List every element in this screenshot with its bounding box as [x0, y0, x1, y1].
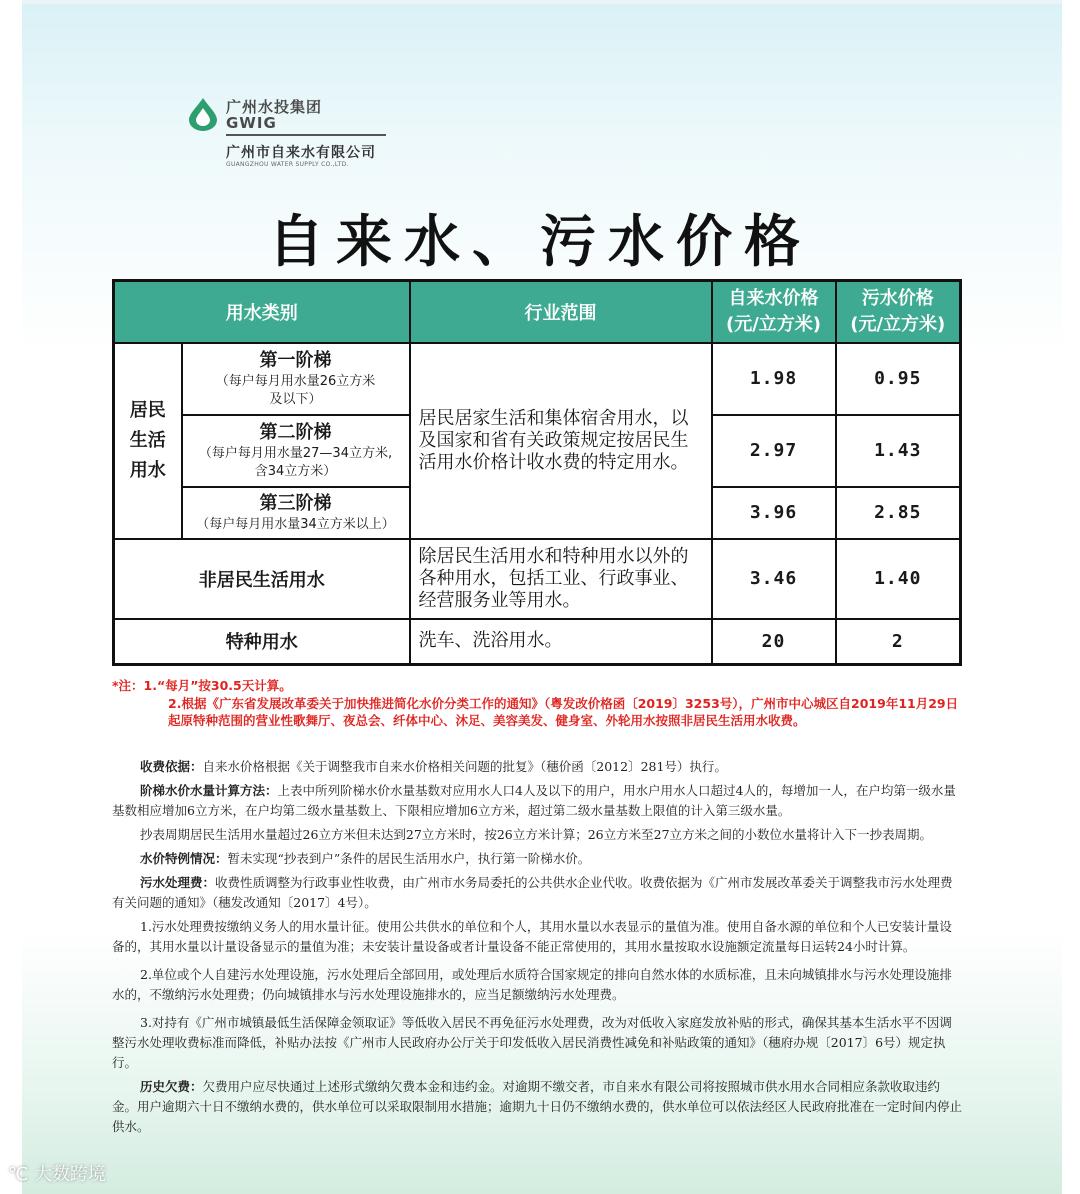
sewage-paragraph	[112, 873, 962, 913]
residential-label-3: 用水	[129, 459, 166, 481]
logo-divider	[226, 134, 386, 136]
header-water-price	[712, 281, 836, 343]
tier-1-name: 第一阶梯	[259, 349, 332, 371]
sewage-item-3: 3.对持有《广州市城镇最低生活保障金领取证》等低收入居民不再免征污水处理费，改为对低收入家庭发放补贴的形式，确保其基本生活水平不因调整污水处理收费标准而降低，补贴办法按《广州市人民政府办公厅关于印发低收入居民消费性减免和补贴政策的通知》（穗府办规〔2017〕6号）规定执行。	[112, 1015, 952, 1070]
header-sewage-price	[836, 281, 961, 343]
header-sewage-price-unit: (元/立方米)	[850, 313, 946, 335]
tier-3	[182, 487, 410, 539]
residential-label-1: 居民	[129, 399, 166, 421]
sewage-text: 收费性质调整为行政事业性收费，由广州市水务局委托的公共供水企业代收。收费依据为《广州市发展改革委关于调整我市污水处理费有关问题的通知》（穗发改通知〔2017〕4号）。	[112, 875, 953, 910]
basis-text: 自来水价格根据《关于调整我市自来水价格相关问题的批复》（穗价函〔2012〕281号）执行。	[202, 759, 727, 774]
table-header-row	[114, 281, 961, 343]
tier-text: 上表中所列阶梯水价水量基数对应用水人口4人及以下的用户，用水户用水人口超过4人的，每增加一人，在户均第一级水量基数相应增加6立方米，在户均第二级水量基数上、下限相应增加6立方米，超过第二级水量基数上限值的计入第三级水量。	[112, 783, 956, 818]
header-scope: 行业范围	[410, 281, 712, 343]
special-scope: 洗车、洗浴用水。	[410, 619, 712, 665]
watermark	[8, 1160, 106, 1186]
tier-3-sewage-price: 2.85	[836, 487, 961, 539]
residential-label-2: 生活	[129, 429, 166, 451]
header-water-price-unit: (元/立方米)	[725, 313, 822, 335]
water-drop-logo-icon	[186, 96, 220, 132]
tier-2-water-price: 2.97	[712, 415, 836, 487]
header-category: 用水类别	[114, 281, 410, 343]
basis-label: 收费依据：	[140, 759, 203, 774]
arrears-text: 欠费用户应尽快通过上述形式缴纳欠费本金和违约金。对逾期不缴交者，市自来水有限公司将按照城市供水用水合同相应条款收取违约金。用户逾期六十日不缴纳水费的，供水单位可以采取限制用水措施；逾期九十日仍不缴纳水费的，供水单位可以依法经区人民政府批准在一定时间内停止供水。	[112, 1079, 963, 1134]
note-2: 2.根据《广东省发展改革委关于加快推进简化水价分类工作的通知》（粤发改价格函〔2019〕3253号），广州市中心城区自2019年11月29日起原特种范围的营业性歌舞厅、夜总会、纤体中心、沐足、美容美发、健身室、外轮用水按照非居民生活用水收费。	[168, 695, 959, 728]
tier-3-water-price: 3.96	[712, 487, 836, 539]
price-table	[112, 279, 962, 666]
cycle-paragraph: 抄表周期居民生活用水量超过26立方米但未达到27立方米时，按26立方米计算；26立方米至27立方米之间的小数位水量将计入下一抄表周期。	[140, 827, 933, 842]
non-residential-sewage-price: 1.40	[836, 539, 961, 619]
sewage-item-2: 2.单位或个人自建污水处理设施，污水处理后全部回用，或处理后水质符合国家规定的排向自然水体的水质标准，且未向城镇排水与污水处理设施排水的，不缴纳污水处理费；仍向城镇排水与污水处理设施排水的，应当足额缴纳污水处理费。	[112, 967, 952, 1002]
non-residential-label: 非居民生活用水	[114, 539, 410, 619]
tier-1	[182, 343, 410, 415]
table-row	[114, 539, 961, 619]
company-name: 广州市自来水有限公司	[226, 145, 376, 161]
company-name-en: GUANGZHOU WATER SUPPLY CO.,LTD.	[226, 161, 349, 168]
group-name: 广州水投集团	[226, 98, 323, 116]
sewage-label: 污水处理费：	[140, 875, 216, 890]
top-band	[22, 0, 1062, 4]
special-label-text: 水价特例情况：	[140, 851, 228, 866]
tier-3-range: （每户每月用水量34立方米以上）	[196, 516, 395, 532]
body-text	[112, 757, 962, 1141]
page-title: 自来水、污水价格	[268, 209, 812, 275]
non-residential-water-price: 3.46	[712, 539, 836, 619]
table-row	[114, 343, 961, 415]
tier-1-sewage-price: 0.95	[836, 343, 961, 415]
residential-label	[114, 343, 182, 539]
note-1: *注：1.“每月”按30.5天计算。	[112, 678, 292, 693]
tier-3-name: 第三阶梯	[259, 492, 332, 514]
table-row	[114, 619, 961, 665]
tier-2-range: （每户每月用水量27—34立方米,	[198, 445, 393, 461]
special-sewage-price: 2	[836, 619, 961, 665]
special-water-price: 20	[712, 619, 836, 665]
company-logo	[186, 94, 396, 174]
basis-paragraph	[112, 757, 962, 777]
sewage-item-1: 1.污水处理费按缴纳义务人的用水量计征。使用公共供水的单位和个人，其用水量以水表显示的量值为准。使用自备水源的单位和个人已安装计量设备的，其用水量以计量设备显示的量值为准；未安装计量设备或者计量设备不能正常使用的，其用水量按取水设施额定流量每日运转24小时计算。	[112, 919, 952, 954]
group-abbr: GWIG	[226, 114, 277, 132]
notes	[112, 677, 962, 730]
special-paragraph	[112, 849, 962, 869]
tier-2-range-2: 含34立方米）	[254, 463, 337, 479]
non-residential-scope: 除居民生活用水和特种用水以外的各种用水，包括工业、行政事业、经营服务业等用水。	[410, 539, 712, 619]
tier-2-sewage-price: 1.43	[836, 415, 961, 487]
special-text: 暂未实现“抄表到户”条件的居民生活用水户，执行第一阶梯水价。	[227, 851, 591, 866]
special-label: 特种用水	[114, 619, 410, 665]
tier-1-range-2: 及以下）	[269, 391, 322, 407]
header-sewage-price-label: 污水价格	[861, 287, 934, 309]
tier-1-range: （每户每月用水量26立方米	[215, 373, 376, 389]
watermark-logo-icon: ℃	[8, 1164, 34, 1185]
arrears-label: 历史欠费：	[140, 1079, 203, 1094]
tier-label: 阶梯水价水量计算方法：	[140, 783, 278, 798]
tier-2-name: 第二阶梯	[259, 421, 332, 443]
arrears-paragraph	[112, 1077, 962, 1137]
tier-2	[182, 415, 410, 487]
tier-paragraph	[112, 781, 962, 821]
header-water-price-label: 自来水价格	[728, 287, 819, 309]
residential-scope: 居民居家生活和集体宿舍用水，以及国家和省有关政策规定按居民生活用水价格计收水费的特定用水。	[410, 343, 712, 539]
tier-1-water-price: 1.98	[712, 343, 836, 415]
watermark-text: 大数跨境	[33, 1164, 106, 1185]
